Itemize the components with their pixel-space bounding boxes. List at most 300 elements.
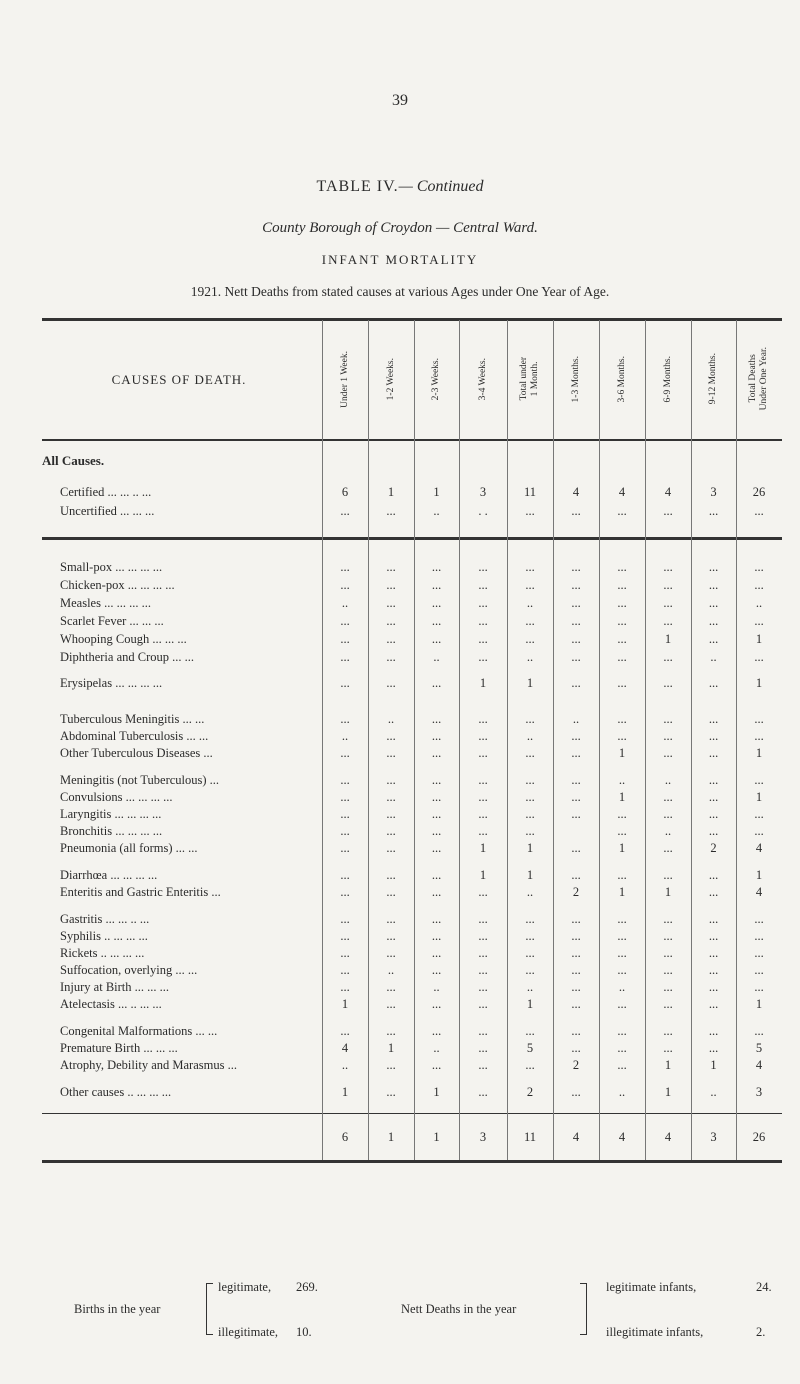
table-row-cell: 1 (433, 1085, 440, 1099)
table-row-cell: 1 (479, 676, 487, 690)
table-row-cell: .. (664, 773, 672, 787)
table-row-cell: ... (340, 790, 350, 804)
column-header (691, 322, 736, 436)
table-row-label: Congenital Malformations ... ... (60, 1024, 218, 1038)
totals-cell: 4 (618, 1130, 626, 1144)
table-row-cell: ... (571, 650, 581, 664)
table-row-cell: 2 (572, 885, 580, 899)
uncertified-row-cell: ... (663, 504, 673, 518)
table-row-cell: ... (571, 614, 581, 628)
table-row-cell: ... (754, 946, 764, 960)
page-number: 39 (392, 92, 408, 109)
table-row-cell: ... (525, 632, 535, 646)
table-row-cell: ... (431, 712, 442, 726)
certified-row-cell: 1 (387, 485, 395, 499)
table-row-cell: ... (663, 963, 673, 977)
table-row-cell: ... (754, 1024, 764, 1038)
table-row-cell: ... (431, 578, 442, 592)
table-row-cell: ... (663, 560, 673, 574)
table-row-cell: ... (617, 614, 627, 628)
column-header-label: 6-9 Months. (662, 355, 673, 403)
table-row-cell: ... (386, 1024, 396, 1038)
table-row-cell: ... (663, 946, 673, 960)
table-row-cell: ... (525, 963, 535, 977)
table-row-cell: ... (708, 963, 719, 977)
uncertified-row-cell: .. (433, 504, 440, 518)
table-row-cell: 1 (387, 1041, 395, 1055)
table-row-cell: 1 (341, 997, 349, 1011)
table-row-cell: ... (431, 841, 442, 855)
table-row-label: Whooping Cough ... ... ... (60, 632, 187, 646)
table-row-cell: ... (386, 614, 396, 628)
table-row-cell: ... (431, 773, 442, 787)
table-row-cell: ... (571, 997, 581, 1011)
table-row-cell: 1 (526, 841, 534, 855)
table-row-cell: .. (618, 1085, 626, 1099)
table-row-cell: ... (478, 632, 488, 646)
table-row-cell: 1 (618, 746, 626, 760)
table-row-cell: 1 (341, 1085, 349, 1099)
table-row-cell: ... (754, 560, 764, 574)
table-row-cell: 1 (710, 1058, 717, 1072)
table-row-cell: ... (571, 807, 581, 821)
table-row-cell: ... (708, 729, 719, 743)
uncertified-row-label: Uncertified ... ... ... (60, 504, 155, 518)
table-row-cell: 2 (526, 1085, 534, 1099)
table-row-cell: ... (386, 596, 396, 610)
table-row-cell: ... (663, 868, 673, 882)
deaths-brace (580, 1283, 587, 1335)
table-row-cell: ... (478, 1085, 488, 1099)
table-row-cell: ... (340, 885, 350, 899)
table-bottom-rule (42, 1160, 782, 1163)
table-row-cell: .. (526, 650, 534, 664)
table-row-label: Other Tuberculous Diseases ... (60, 746, 213, 760)
table-row-cell: 1 (755, 790, 763, 804)
table-row-cell: ... (571, 632, 581, 646)
table-row-cell: .. (526, 980, 534, 994)
births-legitimate-label: legitimate, (218, 1280, 272, 1294)
table-row-label: Atelectasis ... .. ... ... (60, 997, 162, 1011)
certified-row-cell: 11 (523, 485, 537, 499)
table-row-label: Suffocation, overlying ... ... (60, 963, 198, 977)
table-row-cell: ... (525, 912, 535, 926)
column-header (736, 322, 782, 436)
table-row-cell: ... (386, 841, 396, 855)
table-row-cell: ... (478, 729, 488, 743)
column-header-label: 3-6 Months. (616, 355, 627, 403)
column-header-label: Total under 1 Month. (519, 357, 540, 401)
table-row-cell: .. (387, 712, 395, 726)
table-row-cell: ... (478, 650, 488, 664)
table-row-cell: ... (386, 773, 396, 787)
uncertified-row-cell: ... (525, 504, 535, 518)
table-row-label: Small-pox ... ... ... ... (60, 560, 163, 574)
table-row-cell: .. (526, 885, 534, 899)
table-row-cell: .. (526, 596, 534, 610)
uncertified-row-cell: ... (571, 504, 581, 518)
births-illegitimate-value: 10. (296, 1325, 312, 1339)
table-row-cell: ... (431, 824, 442, 838)
table-row-cell: ... (708, 614, 719, 628)
column-header-label: Under 1 Week. (339, 350, 350, 408)
uncertified-row-cell: ... (708, 504, 719, 518)
table-row-cell: ... (431, 963, 442, 977)
births-illegitimate-label: illegitimate, (218, 1325, 279, 1339)
table-row-cell: ... (571, 868, 581, 882)
table-row-cell: ... (386, 912, 396, 926)
table-row-label: Scarlet Fever ... ... ... (60, 614, 164, 628)
table-row-cell: .. (618, 980, 626, 994)
table-row-cell: ... (478, 912, 488, 926)
uncertified-row-cell: ... (340, 504, 350, 518)
table-row-cell: ... (617, 578, 627, 592)
table-row-cell: ... (340, 746, 350, 760)
table-row-cell: ... (478, 980, 488, 994)
table-row-label: Bronchitis ... ... ... ... (60, 824, 163, 838)
table-row-cell: ... (708, 1024, 719, 1038)
table-row-cell: ... (708, 578, 719, 592)
table-row-cell: 1 (755, 746, 763, 760)
table-row-label: Meningitis (not Tuberculous) ... (60, 773, 220, 787)
table-row-cell: ... (571, 676, 581, 690)
certified-row-cell: 4 (664, 485, 672, 499)
table-row-cell: .. (710, 650, 717, 664)
table-row-cell: ... (617, 560, 627, 574)
table-row-cell: .. (572, 712, 580, 726)
table-row-cell: 1 (664, 1058, 672, 1072)
table-row-cell: 4 (755, 1058, 763, 1072)
table-row-cell: ... (571, 596, 581, 610)
table-row-cell: 5 (526, 1041, 534, 1055)
table-row-cell: ... (478, 807, 488, 821)
table-row-cell: ... (431, 676, 442, 690)
table-row-cell: ... (754, 729, 764, 743)
totals-cell: 1 (387, 1130, 395, 1144)
table-row-cell: ... (478, 963, 488, 977)
table-row-cell: ... (663, 729, 673, 743)
header-bottom-rule (42, 439, 782, 441)
table-row-label: Abdominal Tuberculosis ... ... (60, 729, 209, 743)
table-row-cell: ... (386, 790, 396, 804)
table-row-cell: ... (617, 632, 627, 646)
table-row-cell: ... (617, 729, 627, 743)
table-row-cell: ... (617, 676, 627, 690)
table-row-cell: ... (478, 997, 488, 1011)
table-row-cell: ... (708, 1041, 719, 1055)
table-row-cell: ... (478, 929, 488, 943)
totals-cell: 3 (479, 1130, 487, 1144)
table-row-cell: ... (386, 807, 396, 821)
totals-cell: 3 (710, 1130, 717, 1144)
table-row-cell: ... (340, 578, 350, 592)
column-header-label: 1-2 Weeks. (385, 357, 396, 401)
table-row-cell: ... (340, 650, 350, 664)
table-row-cell: ... (571, 578, 581, 592)
certified-row-cell: 4 (618, 485, 626, 499)
table-row-cell: 2 (710, 841, 717, 855)
table-row-cell: .. (387, 963, 395, 977)
table-title-continued: — Continued (398, 178, 484, 195)
table-row-cell: 4 (755, 885, 763, 899)
table-row-label: Erysipelas ... ... ... ... (60, 676, 163, 690)
table-row-cell: ... (478, 746, 488, 760)
table-row-cell: ... (617, 650, 627, 664)
table-row-cell: 4 (341, 1041, 349, 1055)
table-row-cell: ... (386, 729, 396, 743)
table-row-cell: ... (340, 929, 350, 943)
table-row-cell: ... (617, 1024, 627, 1038)
table-row-cell: ... (340, 560, 350, 574)
table-row-cell: ... (571, 946, 581, 960)
table-row-label: Laryngitis ... ... ... ... (60, 807, 162, 821)
table-row-cell: ... (571, 1041, 581, 1055)
table-row-cell: ... (708, 790, 719, 804)
table-row-label: Injury at Birth ... ... ... (60, 980, 170, 994)
table-row-cell: ... (525, 578, 535, 592)
table-row-cell: ... (431, 1024, 442, 1038)
table-row-cell: ... (663, 596, 673, 610)
table-row-cell: 3 (755, 1085, 763, 1099)
table-row-cell: 1 (755, 997, 763, 1011)
births-brace (206, 1283, 213, 1335)
column-header (553, 322, 599, 436)
table-row-cell: ... (663, 712, 673, 726)
table-row-cell: ... (708, 746, 719, 760)
table-row-cell: ... (708, 712, 719, 726)
table-row-cell: ... (340, 946, 350, 960)
table-row-cell: ... (663, 578, 673, 592)
column-header-label: Total Deaths Under One Year. (748, 347, 769, 411)
table-row-cell: ... (386, 746, 396, 760)
uncertified-row-cell: . . (478, 504, 488, 518)
table-row-cell: 1 (479, 841, 487, 855)
column-header-label: 1-3 Months. (570, 355, 581, 403)
table-row-cell: ... (617, 596, 627, 610)
table-row-cell: ... (431, 946, 442, 960)
table-row-cell: ... (663, 1041, 673, 1055)
totals-cell: 26 (752, 1130, 766, 1144)
section-heading: INFANT MORTALITY (321, 252, 479, 267)
table-row-cell: ... (431, 1058, 442, 1072)
table-row-cell: ... (571, 963, 581, 977)
table-row-cell: ... (386, 946, 396, 960)
certified-row-cell: 26 (752, 485, 766, 499)
table-row-cell: 1 (526, 868, 534, 882)
table-row-cell: ... (431, 614, 442, 628)
table-row-cell: ... (431, 868, 442, 882)
deaths-legitimate-value: 24. (756, 1280, 772, 1294)
column-header (414, 322, 459, 436)
table-row-cell: ... (431, 596, 442, 610)
column-header-label: 3-4 Weeks. (477, 357, 488, 401)
table-row-cell: ... (708, 885, 719, 899)
table-row-cell: ... (478, 1058, 488, 1072)
table-row-cell: .. (755, 596, 763, 610)
table-row-cell: ... (386, 980, 396, 994)
table-row-label: Tuberculous Meningitis ... ... (60, 712, 205, 726)
table-row-cell: ... (478, 1041, 488, 1055)
deaths-illegitimate-label: illegitimate infants, (606, 1325, 704, 1339)
table-row-cell: ... (340, 824, 350, 838)
table-row-cell: ... (525, 773, 535, 787)
table-row-cell: .. (526, 729, 534, 743)
table-row-cell: ... (571, 1085, 581, 1099)
table-row-cell: ... (525, 824, 535, 838)
table-row-cell: ... (431, 560, 442, 574)
table-row-cell: ... (754, 912, 764, 926)
table-row-cell: ... (617, 807, 627, 821)
table-row-cell: 1 (664, 885, 672, 899)
table-row-cell: ... (663, 807, 673, 821)
table-row-cell: ... (340, 773, 350, 787)
table-row-cell: 1 (755, 676, 763, 690)
table-row-cell: ... (754, 824, 764, 838)
births-legitimate-value: 269. (296, 1280, 318, 1294)
column-header (645, 322, 691, 436)
table-row-cell: ... (708, 997, 719, 1011)
table-row-cell: ... (340, 614, 350, 628)
table-row-cell: ... (617, 1058, 627, 1072)
table-row-label: Measles ... ... ... ... (60, 596, 151, 610)
table-row-cell: ... (571, 746, 581, 760)
table-row-cell: ... (617, 997, 627, 1011)
table-row-cell: 1 (526, 997, 534, 1011)
table-row-cell: .. (664, 824, 672, 838)
table-row-cell: ... (431, 790, 442, 804)
table-row-label: Gastritis ... ... .. ... (60, 912, 150, 926)
table-row-cell: ... (617, 946, 627, 960)
table-row-cell: ... (478, 946, 488, 960)
table-row-label: Chicken-pox ... ... ... ... (60, 578, 175, 592)
table-row-cell: ... (663, 676, 673, 690)
table-row-cell: .. (433, 650, 440, 664)
totals-cell: 4 (572, 1130, 580, 1144)
table-row-label: Other causes .. ... ... ... (60, 1085, 172, 1099)
table-row-cell: 4 (755, 841, 763, 855)
deaths-legitimate-label: legitimate infants, (606, 1280, 697, 1294)
table-row-cell: ... (478, 885, 488, 899)
table-row-cell: ... (340, 712, 350, 726)
table-row-cell: ... (663, 841, 673, 855)
table-row-cell: ... (525, 614, 535, 628)
deaths-illegitimate-value: 2. (756, 1325, 766, 1339)
table-row-cell: ... (525, 746, 535, 760)
column-header-label: 2-3 Weeks. (431, 357, 441, 401)
table-row-cell: ... (754, 614, 764, 628)
all-causes-label: All Causes. (42, 453, 105, 468)
table-row-cell: ... (617, 912, 627, 926)
table-title-main: TABLE IV. (316, 178, 399, 195)
table-row-label: Premature Birth ... ... ... (60, 1041, 178, 1055)
table-row-cell: ... (663, 929, 673, 943)
table-row-cell: ... (386, 560, 396, 574)
table-row-cell: ... (617, 712, 627, 726)
table-row-label: Atrophy, Debility and Marasmus ... (60, 1058, 237, 1072)
table-row-cell: ... (478, 578, 488, 592)
table-row-cell: ... (386, 929, 396, 943)
table-row-cell: ... (617, 1041, 627, 1055)
column-header-label: 9-12 Months. (708, 353, 718, 405)
table-row-cell: ... (386, 650, 396, 664)
table-row-cell: ... (708, 912, 719, 926)
table-row-cell: ... (431, 807, 442, 821)
table-row-cell: ... (386, 868, 396, 882)
table-row-cell: ... (431, 632, 442, 646)
table-row-cell: ... (431, 729, 442, 743)
table-row-cell: ... (617, 868, 627, 882)
table-row-cell: ... (340, 807, 350, 821)
table-row-cell: ... (340, 1024, 350, 1038)
table-row-cell: 1 (755, 868, 763, 882)
certified-row-cell: 4 (572, 485, 580, 499)
table-row-cell: ... (708, 560, 719, 574)
table-row-cell: ... (754, 650, 764, 664)
table-row-cell: ... (754, 773, 764, 787)
table-row-cell: ... (431, 885, 442, 899)
table-row-cell: ... (478, 824, 488, 838)
table-row-cell: ... (663, 912, 673, 926)
table-row-cell: ... (754, 712, 764, 726)
table-row-cell: 1 (755, 632, 763, 646)
table-row-cell: ... (617, 963, 627, 977)
table-row-cell: ... (571, 560, 581, 574)
totals-top-rule (42, 1113, 782, 1114)
table-row-cell: ... (663, 980, 673, 994)
table-row-cell: ... (386, 1085, 396, 1099)
table-row-cell: ... (478, 712, 488, 726)
table-row-cell: ... (571, 929, 581, 943)
table-row-cell: ... (340, 963, 350, 977)
table-row-cell: ... (478, 614, 488, 628)
table-row-cell: ... (340, 868, 350, 882)
certified-row-cell: 3 (710, 485, 717, 499)
table-row-cell: ... (478, 1024, 488, 1038)
table-row-cell: ... (431, 997, 442, 1011)
deaths-label: Nett Deaths in the year (401, 1302, 517, 1316)
table-row-cell: ... (663, 790, 673, 804)
totals-cell: 4 (664, 1130, 672, 1144)
table-row-cell: ... (386, 676, 396, 690)
table-row-cell: ... (525, 790, 535, 804)
table-row-cell: ... (754, 807, 764, 821)
table-row-cell: .. (341, 596, 349, 610)
table-caption: 1921. Nett Deaths from stated causes at various Ages under One Year of Age. (190, 284, 610, 299)
table-row-cell: ... (754, 929, 764, 943)
table-row-cell: ... (708, 596, 719, 610)
column-header (459, 322, 507, 436)
column-header (507, 322, 553, 436)
table-row-cell: ... (478, 790, 488, 804)
uncertified-row-cell: ... (386, 504, 396, 518)
table-row-cell: ... (386, 632, 396, 646)
table-row-cell: ... (478, 560, 488, 574)
table-row-label: Rickets .. ... ... ... (60, 946, 145, 960)
table-row-cell: ... (708, 980, 719, 994)
table-row-label: Diarrhœa ... ... ... ... (60, 868, 158, 882)
column-header (322, 322, 368, 436)
table-row-cell: .. (341, 1058, 349, 1072)
table-row-cell: ... (386, 997, 396, 1011)
table-row-cell: ... (708, 946, 719, 960)
table-row-cell: .. (618, 773, 626, 787)
table-row-cell: ... (754, 578, 764, 592)
all-causes-bottom-rule (42, 537, 782, 540)
certified-row-cell: 3 (479, 485, 487, 499)
table-subtitle: County Borough of Croydon — Central Ward. (262, 220, 538, 236)
table-row-cell: ... (525, 1024, 535, 1038)
table-row-label: Syphilis .. ... ... ... (60, 929, 148, 943)
